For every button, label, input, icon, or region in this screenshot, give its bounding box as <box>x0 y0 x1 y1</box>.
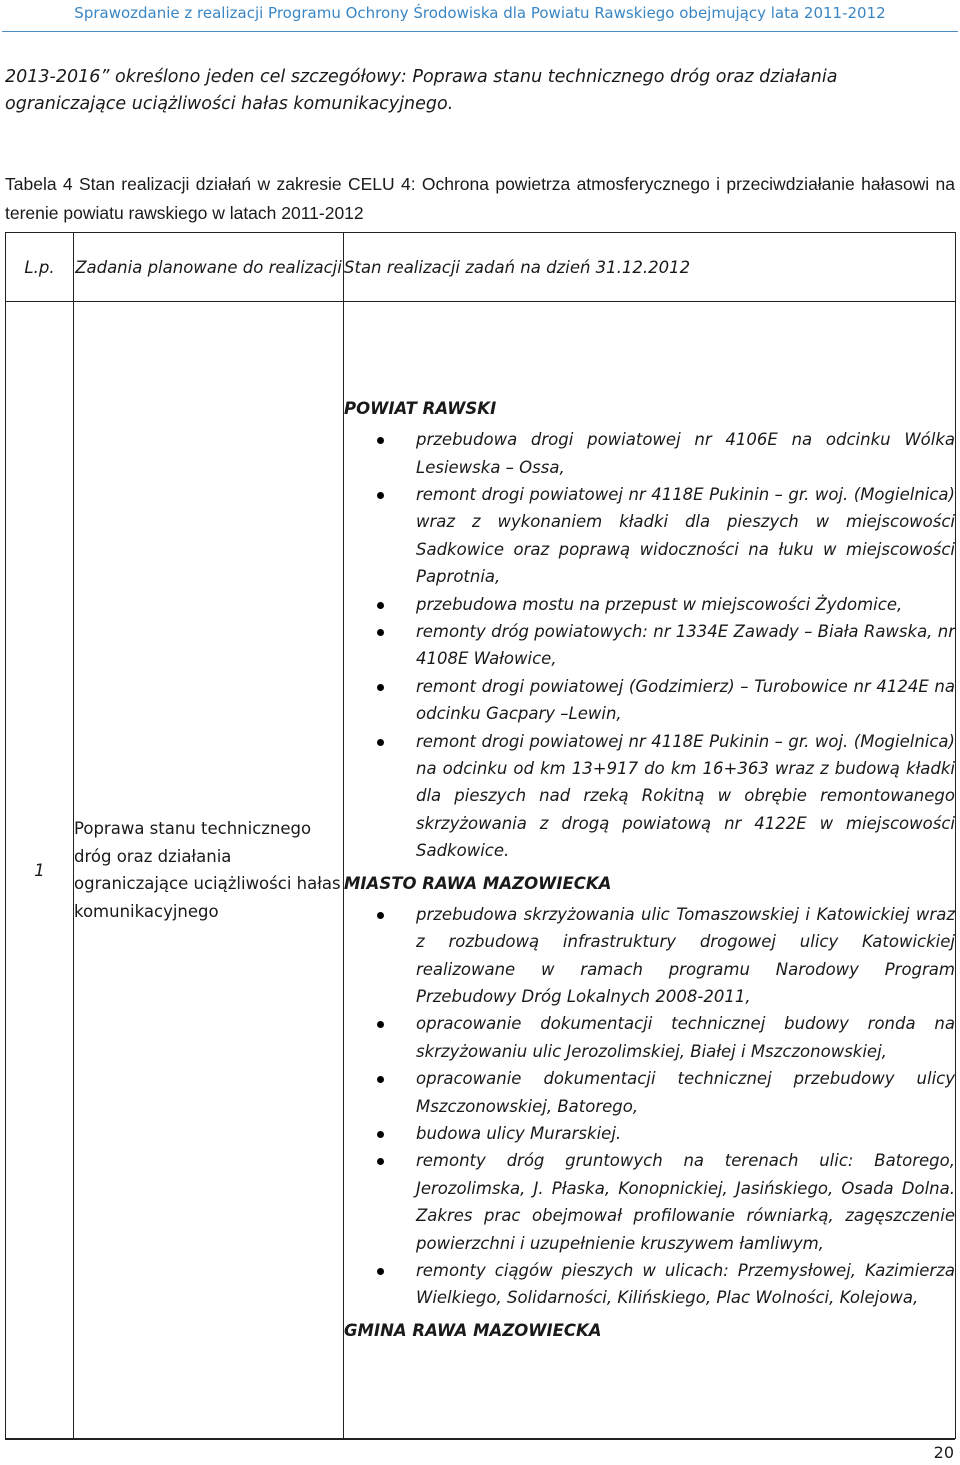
header-divider <box>2 31 958 32</box>
row-task: Poprawa stanu technicznego dróg oraz działania ograniczające uciążliwości hałas komunikacyjnego <box>74 302 344 1439</box>
list-item <box>416 1257 955 1312</box>
section-title: GMINA RAWA MAZOWIECKA <box>344 1320 602 1340</box>
list-item <box>416 591 955 618</box>
footer-divider <box>5 1439 955 1440</box>
bullet-icon <box>377 602 384 609</box>
list-item-text: przebudowa mostu na przepust w miejscowości Żydomice, <box>416 594 903 614</box>
header-lp: L.p. <box>6 233 74 302</box>
list-item <box>416 618 955 673</box>
list-item-text: budowa ulicy Murarskiej. <box>416 1123 622 1143</box>
bullet-icon <box>377 739 384 746</box>
list-item-text: remonty dróg powiatowych: nr 1334E Zawady – Biała Rawska, nr 4108E Wałowice, <box>416 622 955 669</box>
intro-paragraph: 2013-2016” określono jeden cel szczegółowy: Poprawa stanu technicznego dróg oraz działania ograniczające uciążliwości hałas komunikacyjnego. <box>5 67 838 114</box>
list-item <box>416 901 955 1011</box>
list-item-text: opracowanie dokumentacji technicznej przebudowy ulicy Mszczonowskiej, Batorego, <box>416 1069 955 1116</box>
list-item <box>416 481 955 591</box>
list-item <box>416 1120 955 1147</box>
bullet-icon <box>377 1021 384 1028</box>
status-table <box>5 232 956 1439</box>
bullet-icon <box>377 437 384 444</box>
row-number: 1 <box>6 302 74 1439</box>
list-item-text: remonty ciągów pieszych w ulicach: Przemysłowej, Kazimierza Wielkiego, Solidarności, Kilińskiego, Plac Wolności, Kolejowa, <box>416 1260 955 1308</box>
list-item <box>416 1065 955 1120</box>
list-item-text: opracowanie dokumentacji technicznej budowy ronda na skrzyżowaniu ulic Jerozolimskiej, Białej i Mszczonowskiej, <box>416 1014 955 1061</box>
list-item-text: remont drogi powiatowej nr 4118E Pukinin – gr. woj. (Mogielnica) wraz z wykonaniem kładki dla pieszych w miejscowości Sadkowice oraz poprawą widoczności na łuku w miejscowości Paprotnia, <box>416 485 955 587</box>
header-status: Stan realizacji zadań na dzień 31.12.2012 <box>344 233 956 302</box>
document-header: Sprawozdanie z realizacji Programu Ochrony Środowiska dla Powiatu Rawskiego obejmujący lata 2011-2012 <box>74 4 886 22</box>
list-item-text: przebudowa skrzyżowania ulic Tomaszowskiej i Katowickiej wraz z rozbudową infrastruktury drogowej ulicy Katowickiej realizowane w ramach programu Narodowy Program Przebudowy Dróg Lokalnych 2008-2011, <box>416 904 955 1006</box>
bullet-icon <box>377 629 384 636</box>
bullet-icon <box>377 912 384 919</box>
bullet-icon <box>377 1158 384 1165</box>
list-item <box>416 426 955 481</box>
list-item <box>416 1147 955 1257</box>
list-item <box>416 673 955 728</box>
bullet-icon <box>377 684 384 691</box>
header-task: Zadania planowane do realizacji <box>74 233 344 302</box>
list-item <box>416 1010 955 1065</box>
bullet-icon <box>377 1268 384 1275</box>
section-item-list <box>344 901 955 1312</box>
list-item-text: remonty dróg gruntowych na terenach ulic: Batorego, Jerozolimska, J. Płaska, Konopnickiej, Jasińskiego, Osada Dolna. Zakres prac obejmował profilowanie równiarką, zagęszczenie powierzchni i uzupełnienie kruszywem łamliwym, <box>416 1151 955 1253</box>
section-title: MIASTO RAWA MAZOWIECKA <box>344 873 612 893</box>
list-item-text: przebudowa drogi powiatowej nr 4106E na odcinku Wólka Lesiewska – Ossa, <box>416 430 955 477</box>
status-sections <box>344 396 955 1344</box>
bullet-icon <box>377 1076 384 1083</box>
list-item-text: remont drogi powiatowej nr 4118E Pukinin – gr. woj. (Mogielnica) na odcinku od km 13+917 do km 16+363 wraz z budową kładki dla pieszych nad rzeką Rokitną w obrębie remontowanego skrzyżowania z drogą powiatową nr 4122E w miejscowości Sadkowice. <box>416 731 955 861</box>
list-item-text: remont drogi powiatowej (Godzimierz) – Turobowice nr 4124E na odcinku Gacpary –Lewin, <box>416 676 955 724</box>
table-caption: Tabela 4 Stan realizacji działań w zakresie CELU 4: Ochrona powietrza atmosferycznego i przeciwdziałanie hałasowi na terenie powiatu rawskiego w latach 2011-2012 <box>5 174 955 223</box>
bullet-icon <box>377 492 384 499</box>
table-header-row <box>6 233 956 302</box>
section-title: POWIAT RAWSKI <box>344 399 497 419</box>
list-item <box>416 728 955 865</box>
page-number: 20 <box>933 1443 954 1462</box>
table-row <box>6 302 956 1439</box>
section-item-list <box>344 426 955 865</box>
bullet-icon <box>377 1131 384 1138</box>
row-status <box>344 302 956 1439</box>
